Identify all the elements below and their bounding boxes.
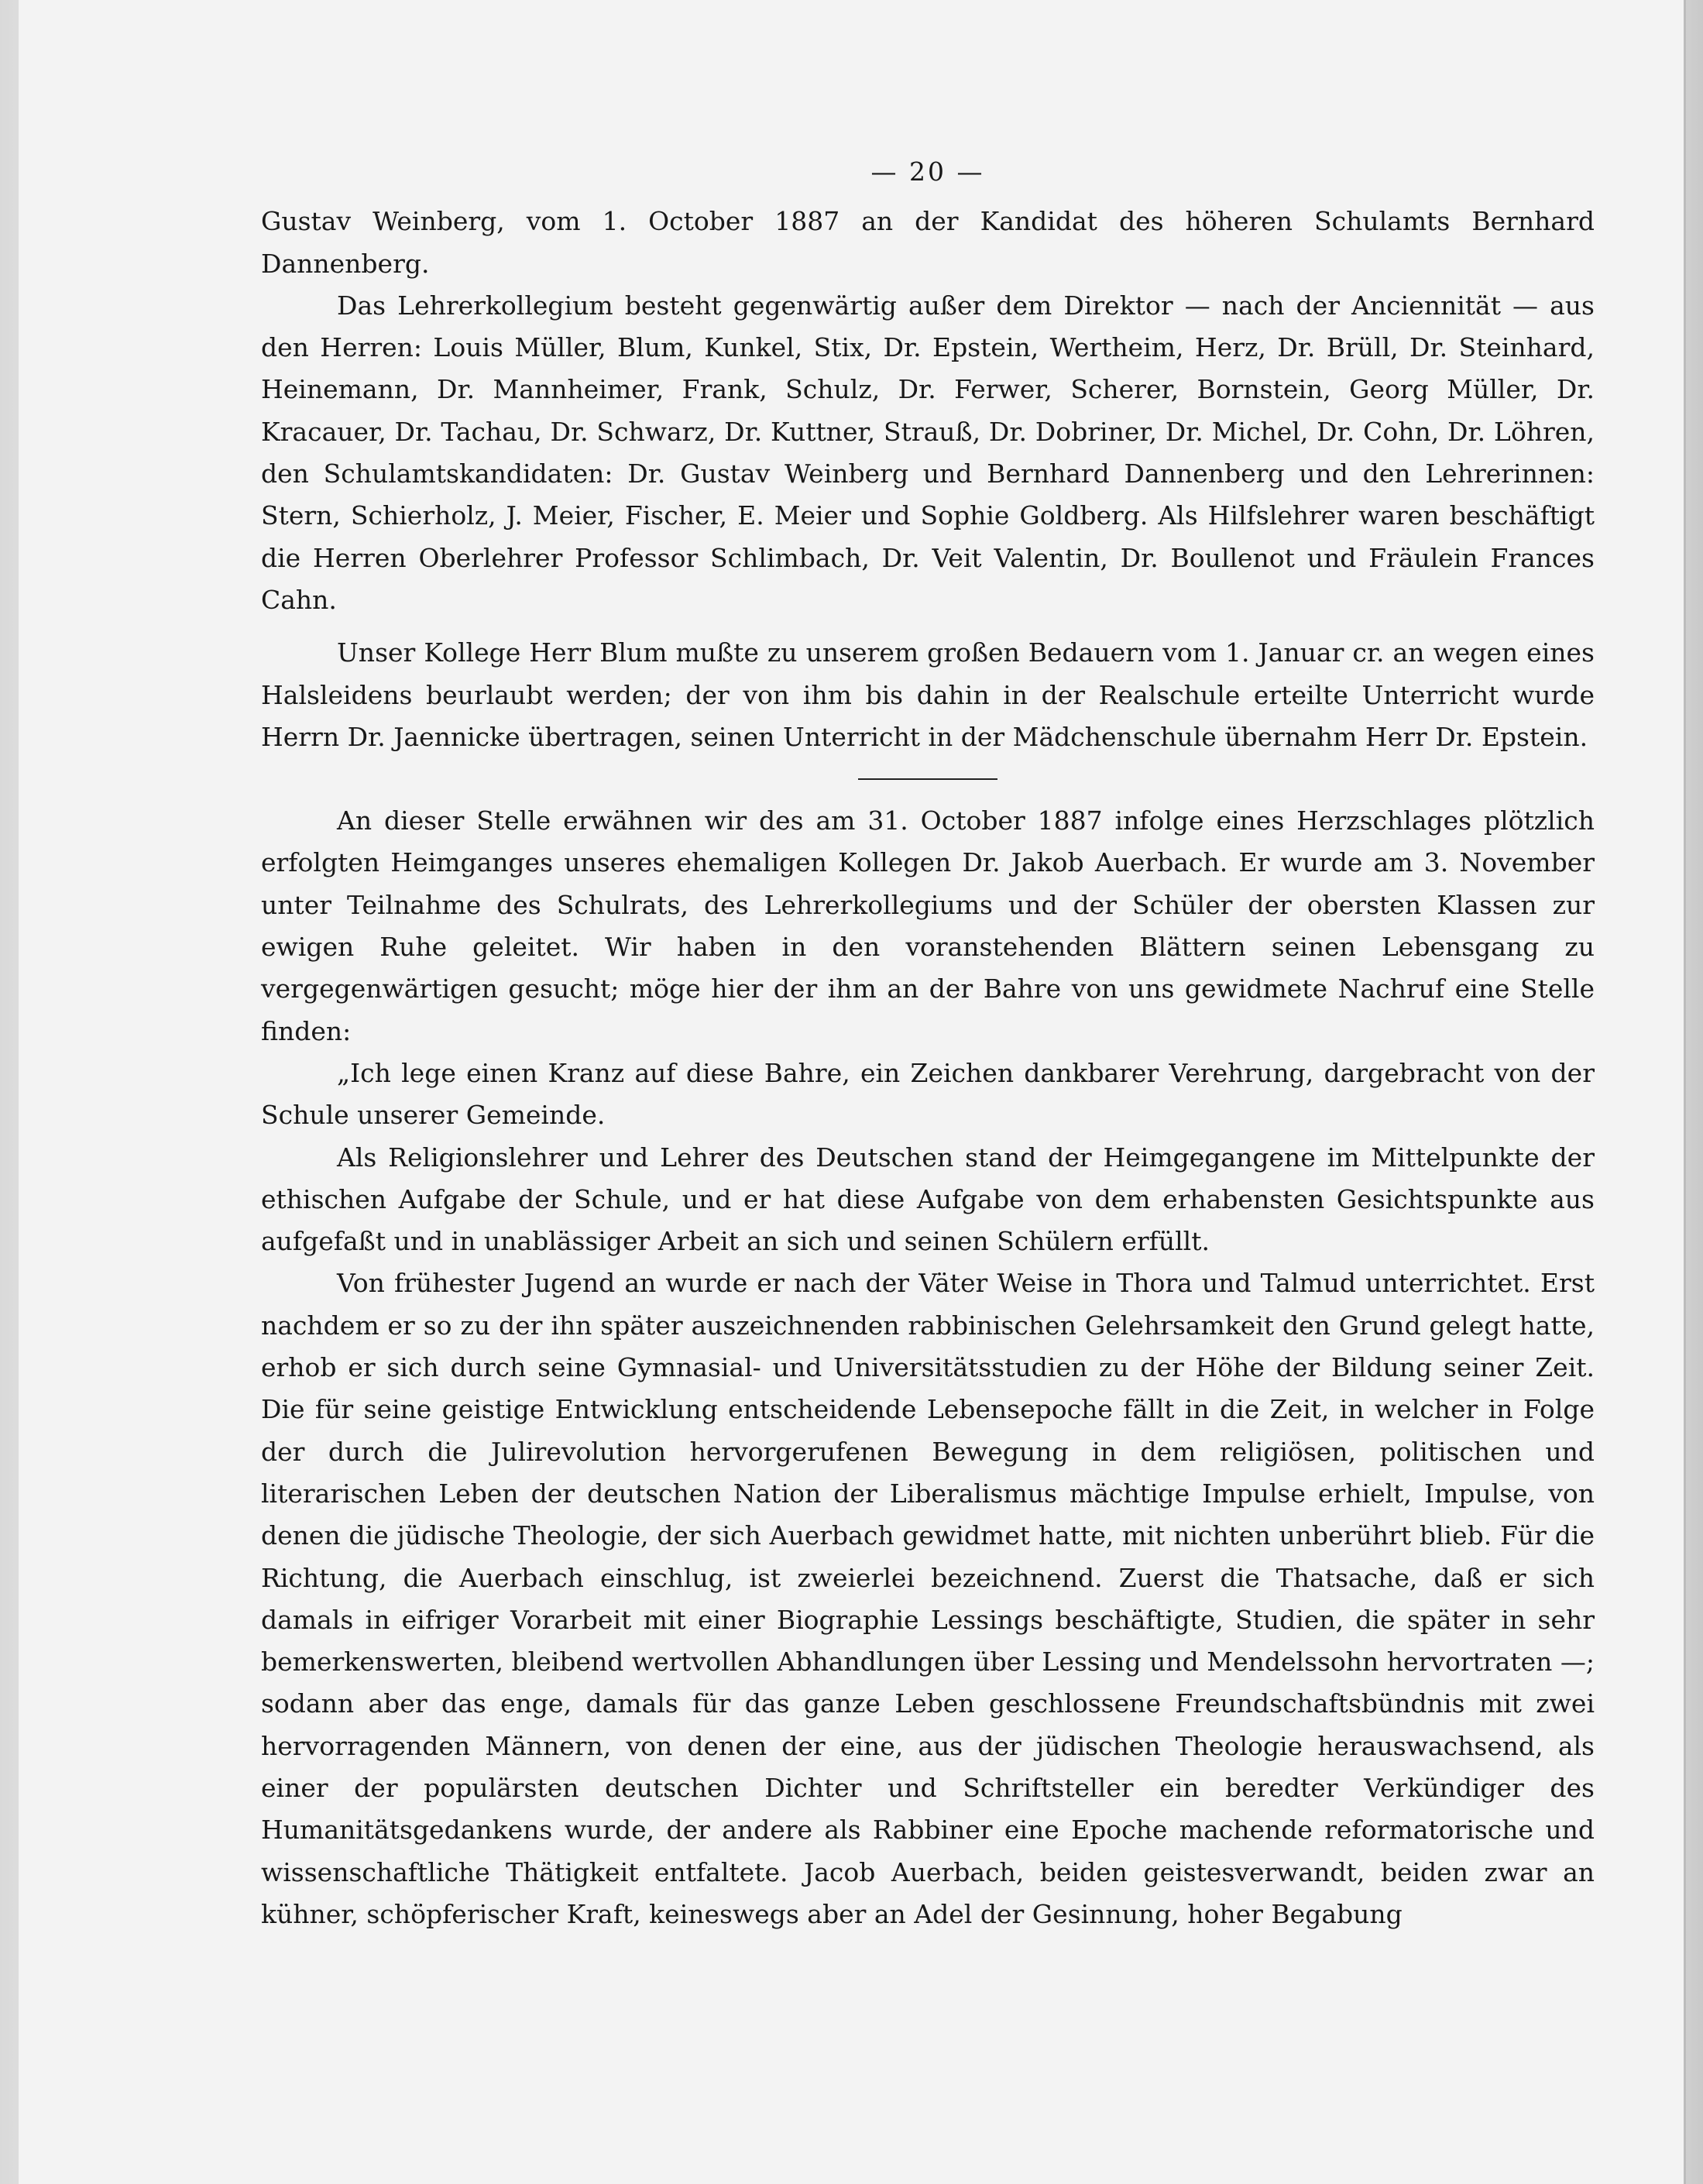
paragraph-biography: Von frühester Jugend an wurde er nach der Väter Weise in Thora und Talmud unterrichtet. Erst nachdem er so zu der ihn später auszeichnenden rabbinischen Gelehrsamkeit den Grund gelegt hatte, erhob er sich durch seine Gymnasial- und Universitätsstudien zu der Höhe der Bildung seiner Zeit. Die für seine geistige Entwicklung entscheidende Lebensepoche fällt in die Zeit, in welcher in Folge der durch die Julirevolution hervorgerufenen Bewegung in dem religiösen, politischen und literarischen Leben der deutschen Nation der Liberalismus mächtige Impulse erhielt, Impulse, von denen die jüdische Theologie, der sich Auerbach gewidmet hatte, mit nichten unberührt blieb. Für die Richtung, die Auerbach einschlug, ist zweierlei bezeichnend. Zuerst die Thatsache, daß er sich damals in eifriger Vorarbeit mit einer Biographie Lessings beschäftigte, Studien, die später in sehr bemerkenswerten, bleibend wertvollen Abhandlungen über Lessing und Mendelssohn hervortraten —; sodann aber das enge, damals für das ganze Leben geschlossene Freundschaftsbündnis mit zwei hervorragenden Männern, von denen der eine, aus der jüdischen Theologie herauswachsend, als einer der populärsten deutschen Dichter und Schriftsteller ein beredter Verkündiger des Humanitätsgedankens wurde, der andere als Rabbiner eine Epoche machende reformatorische und wissenschaftliche Thätigkeit entfaltete. Jacob Auerbach, beiden geistesverwandt, beiden zwar an kühner, schöpferischer Kraft, keineswegs aber an Adel der Gesinnung, hoher Begabung (261, 1268, 1595, 1929)
page-text-block (261, 151, 1595, 1935)
page-number: — 20 — (870, 156, 985, 187)
document-page (19, 0, 1686, 2184)
paragraph-auerbach-death: An dieser Stelle erwähnen wir des am 31. October 1887 infolge eines Herzschlages plötzlich erfolgten Heimganges unseres ehemaligen Kollegen Dr. Jakob Auerbach. Er wurde am 3. November unter Teilnahme des Schulrats, des Lehrerkollegiums und der Schüler der obersten Klassen zur ewigen Ruhe geleitet. Wir haben in den voranstehenden Blättern seinen Lebensgang zu vergegenwärtigen gesucht; möge hier der ihm an der Bahre von uns gewidmete Nachruf eine Stelle finden: (261, 805, 1595, 1046)
paragraph-religion-teacher: Als Religionslehrer und Lehrer des Deutschen stand der Heimgegangene im Mittelpunkte der ethischen Aufgabe der Schule, und er hat diese Aufgabe von dem erhabensten Gesichtspunkte aus aufgefaßt und in unablässiger Arbeit an sich und seinen Schülern erfüllt. (261, 1142, 1595, 1257)
paragraph-faculty: Das Lehrerkollegium besteht gegenwärtig außer dem Direktor — nach der Anciennität — aus den Herren: Louis Müller, Blum, Kunkel, Stix, Dr. Epstein, Wertheim, Herz, Dr. Brüll, Dr. Steinhard, Heinemann, Dr. Mannheimer, Frank, Schulz, Dr. Ferwer, Scherer, Bornstein, Georg Müller, Dr. Kracauer, Dr. Tachau, Dr. Schwarz, Dr. Kuttner, Strauß, Dr. Dobriner, Dr. Michel, Dr. Cohn, Dr. Löhren, den Schulamtskandidaten: Dr. Gustav Weinberg und Bernhard Dannenberg und den Lehrerinnen: Stern, Schierholz, J. Meier, Fischer, E. Meier und Sophie Goldberg. Als Hilfslehrer waren beschäftigt die Herren Oberlehrer Professor Schlimbach, Dr. Veit Valentin, Dr. Boullenot und Fräulein Frances Cahn. (261, 290, 1595, 615)
paragraph-eulogy-intro: „Ich lege einen Kranz auf diese Bahre, ein Zeichen dankbarer Verehrung, dargebracht von der Schule unserer Gemeinde. (261, 1057, 1595, 1131)
paragraph-blum-leave: Unser Kollege Herr Blum mußte zu unserem großen Bedauern vom 1. Januar cr. an wegen eines Halsleidens beurlaubt werden; der von ihm bis dahin in der Realschule erteilte Unterricht wurde Herrn Dr. Jaennicke übertragen, seinen Unterricht in der Mädchenschule übernahm Herr Dr. Epstein. (261, 637, 1595, 752)
paragraph-1: Gustav Weinberg, vom 1. October 1887 an der Kandidat des höheren Schulamts Bernhard Dannenberg. (261, 206, 1595, 279)
section-divider (858, 778, 997, 780)
